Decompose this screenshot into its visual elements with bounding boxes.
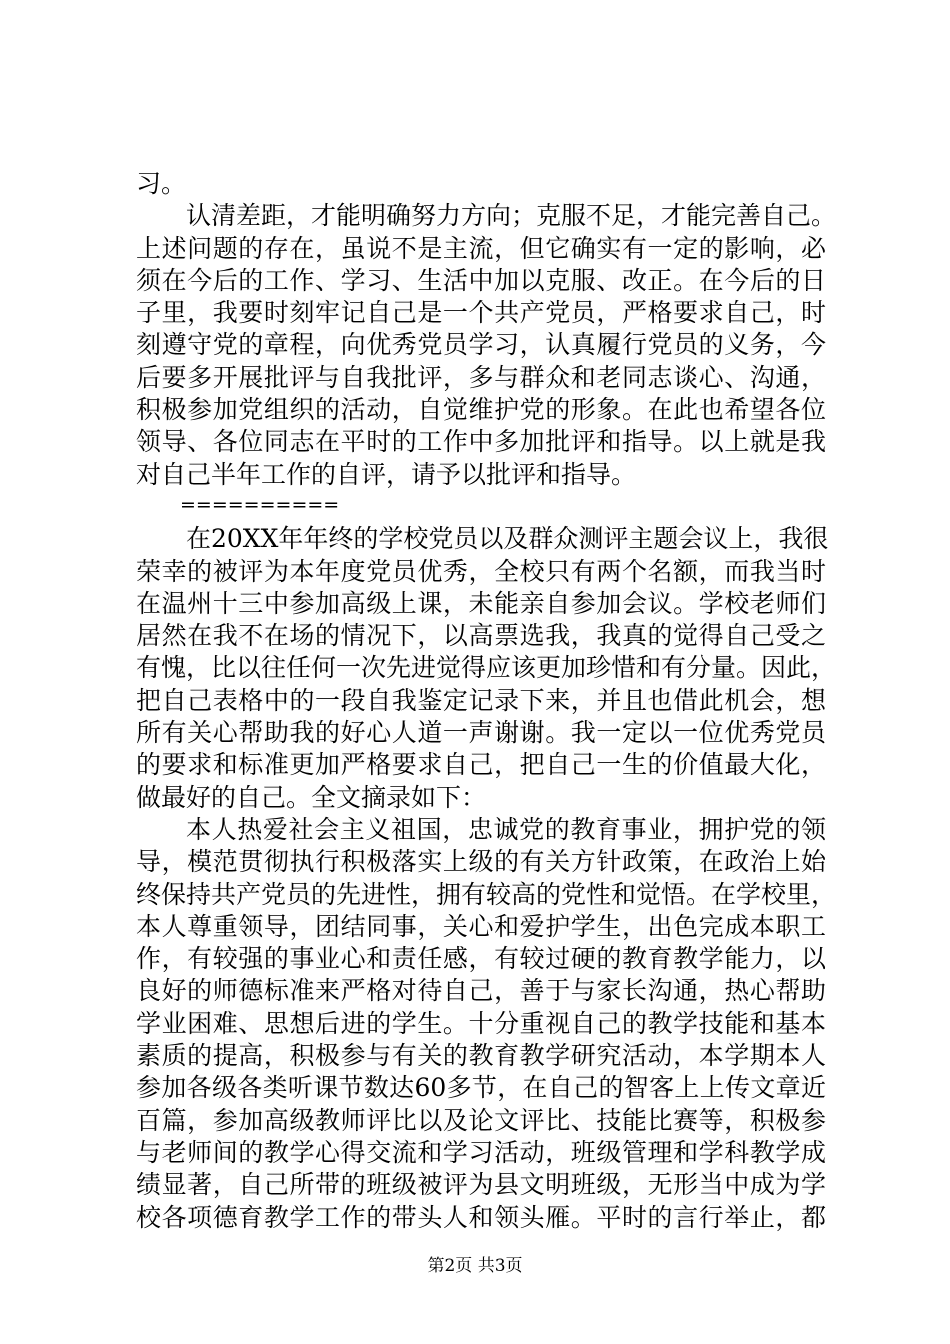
document-body [136, 168, 837, 1234]
text-line: 须在今后的工作、学习、生活中加以克服、改正。在今后的日 [136, 265, 826, 295]
text-line: 终保持共产党员的先进性，拥有较高的党性和觉悟。在学校里， [136, 879, 837, 909]
text-line: 良好的师德标准来严格对待自己，善于与家长沟通，热心帮助 [136, 976, 826, 1006]
text-line: 做最好的自己。全文摘录如下： [136, 782, 487, 812]
text-line: 在温州十三中参加高级上课，未能亲自参加会议。学校老师们 [136, 588, 826, 618]
page-footer: 第2页 共3页 [427, 1256, 523, 1276]
text-line: 素质的提高，积极参与有关的教育教学研究活动，本学期本人 [136, 1041, 826, 1071]
text-line: 习。 [136, 169, 187, 198]
text-line: 的要求和标准更加严格要求自己，把自己一生的价值最大化， [136, 750, 826, 780]
text-line: 本人尊重领导，团结同事，关心和爱护学生，出色完成本职工 [136, 911, 826, 941]
text-line: 居然在我不在场的情况下，以高票选我，我真的觉得自己受之 [136, 621, 826, 651]
text-line: 认清差距，才能明确努力方向；克服不足，才能完善自己。 [186, 201, 837, 231]
text-line: 所有关心帮助我的好心人道一声谢谢。我一定以一位优秀党员 [136, 718, 826, 748]
text-line: 绩显著，自己所带的班级被评为县文明班级，无形当中成为学 [136, 1170, 826, 1200]
text-line: 子里，我要时刻牢记自己是一个共产党员，严格要求自己，时 [136, 298, 826, 328]
text-line: 参加各级各类听课节数达60多节，在自己的智客上上传文章近 [136, 1073, 826, 1103]
text-line: 荣幸的被评为本年度党员优秀，全校只有两个名额，而我当时 [136, 556, 826, 586]
text-line: 对自己半年工作的自评，请予以批评和指导。 [136, 459, 637, 489]
text-line: 领导、各位同志在平时的工作中多加批评和指导。以上就是我 [136, 427, 826, 457]
text-line: 积极参加党组织的活动，自觉维护党的形象。在此也希望各位 [136, 395, 826, 425]
text-line: 学业困难、思想后进的学生。十分重视自己的教学技能和基本 [136, 1008, 826, 1038]
text-line: 本人热爱社会主义祖国，忠诚党的教育事业，拥护党的领 [186, 814, 826, 844]
section-separator: ========== [180, 493, 340, 516]
text-line: 有愧，比以往任何一次先进觉得应该更加珍惜和有分量。因此， [136, 653, 837, 683]
text-line: 校各项德育教学工作的带头人和领头雁。平时的言行举止，都 [136, 1202, 826, 1232]
text-line: 在20XX年年终的学校党员以及群众测评主题会议上，我很 [186, 524, 829, 554]
text-line: 作，有较强的事业心和责任感，有较过硬的教育教学能力，以 [136, 944, 826, 974]
text-line: 百篇，参加高级教师评比以及论文评比、技能比赛等，积极参 [136, 1105, 826, 1135]
text-line: 导，模范贯彻执行积极落实上级的有关方针政策，在政治上始 [136, 847, 826, 877]
text-line: 与老师间的教学心得交流和学习活动，班级管理和学科教学成 [136, 1137, 826, 1167]
text-line: 刻遵守党的章程，向优秀党员学习，认真履行党员的义务，今 [136, 330, 826, 360]
text-line: 把自己表格中的一段自我鉴定记录下来，并且也借此机会，想 [136, 685, 826, 715]
text-line: 上述问题的存在，虽说不是主流，但它确实有一定的影响，必 [136, 233, 826, 263]
text-line: 后要多开展批评与自我批评，多与群众和老同志谈心、沟通， [136, 362, 826, 392]
